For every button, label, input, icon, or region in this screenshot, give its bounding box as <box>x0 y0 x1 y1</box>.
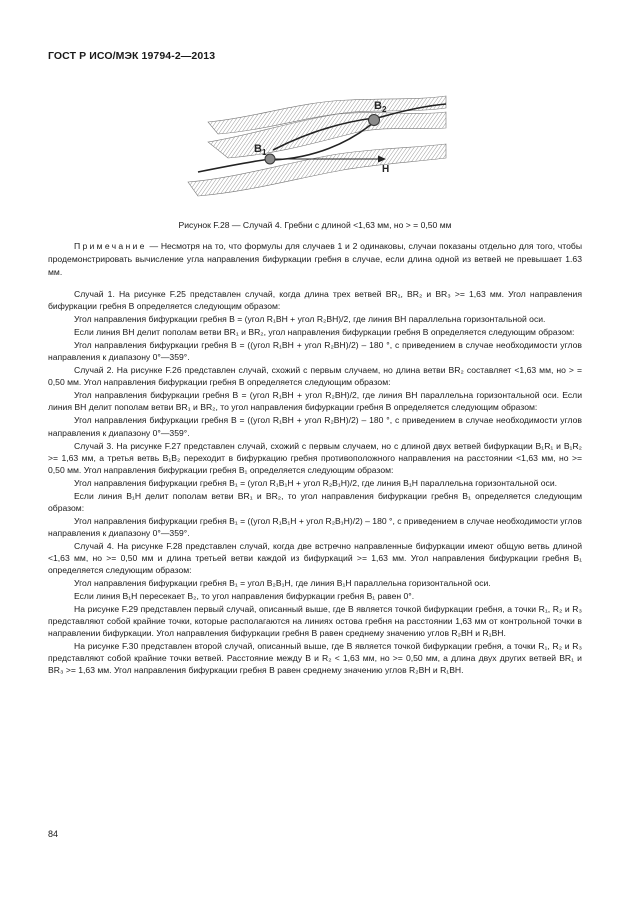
paragraph: Случай 1. На рисунке F.25 представлен случай, когда длина трех ветвей BR₁, BR₂ и BR₃ >= 1,63 мм. Угол направления бифуркации гребня B определяется следующим образом: <box>48 289 582 312</box>
document-header: ГОСТ Р ИСО/МЭК 19794-2—2013 <box>48 50 216 62</box>
paragraph: Если линия BH делит пополам ветви BR₁ и BR₂, угол направления бифуркации гребня B определяется следующим образом: <box>74 327 575 338</box>
paragraph: На рисунке F.30 представлен второй случай, описанный выше, где B является точкой бифуркации гребня, а точки R₁, R₂ и R₃ представляют собой крайние точки ветвей. Расстояние между B и R₂ < 1,63 мм, но >= 0,50 мм, а длина двух других ветвей BR₁ и BR₃ >= 1,63 мм. Угол направления бифуркации гребня B равен среднему значению углов R₂BH и R₁BH. <box>48 641 582 676</box>
note-block <box>48 240 582 279</box>
paragraph: Угол направления бифуркации гребня B₁ = ((угол R₁B₁H + угол R₂B₁H)/2) – 180 °, с приведением в случае необходимости углов направления к диапазону 0°—359°. <box>48 515 582 538</box>
paragraph: Угол направления бифуркации гребня B = (угол R₁BH + угол R₂BH)/2, где линия BH параллельна горизонтальной оси. Если линия BH делит пополам ветви BR₁ и BR₂, то угол направления бифуркации гребня B определяется следующим образом: <box>48 390 582 413</box>
bifurcation-point-b2 <box>369 115 380 126</box>
ridge-figure <box>178 92 450 198</box>
body-text <box>48 288 582 677</box>
paragraph: Угол направления бифуркации гребня B₁ = (угол R₁B₁H + угол R₂B₁H)/2, где линия B₁H параллельна горизонтальной оси. <box>74 477 558 488</box>
bifurcation-point-b1 <box>265 154 275 164</box>
paragraph: Случай 2. На рисунке F.26 представлен случай, схожий с первым случаем, но длина ветви BR₂ составляет <1,63 мм, но > = 0,50 мм. Угол направления бифуркации гребня B определяется следующим образом: <box>48 365 582 388</box>
paragraph: Угол направления бифуркации гребня B = (угол R₁BH + угол R₂BH)/2, где линия BH параллельна горизонтальной оси. <box>74 314 546 325</box>
paragraph: Случай 4. На рисунке F.28 представлен случай, когда две встречно направленные бифуркации имеют общую ветвь длиной <1,63 мм, но >= 0,50 мм и длина третьей ветви каждой из бифуркаций >= 1,63 мм. Угол направления бифуркации гребня B₁ определяется следующим образом: <box>48 540 582 576</box>
page-number: 84 <box>48 829 59 839</box>
figure-caption: Рисунок F.28 — Случай 4. Гребни с длиной <1,63 мм, но > = 0,50 мм <box>178 220 452 230</box>
note-label: Примечание <box>74 241 147 251</box>
paragraph: Если линия B₁H делит пополам ветви BR₁ и BR₂, то угол направления бифуркации гребня B₁ определяется следующим образом: <box>48 490 582 513</box>
note-text: — Несмотря на то, что формулы для случаев 1 и 2 одинаковы, случаи показаны отдельно для того, чтобы продемонстрировать вычисление угла направления бифуркации гребня в случае, если длина одной из ветвей не превышает 1.63 мм. <box>48 241 582 277</box>
label-b1: B <box>254 143 262 155</box>
paragraph: Угол направления бифуркации гребня B = ((угол R₁BH + угол R₂BH)/2) – 180 °, с приведением в случае необходимости углов направления к диапазону 0°—359°. <box>48 415 582 438</box>
paragraph: Если линия B₁H пересекает B₂, то угол направления бифуркации гребня B₁ равен 0°. <box>74 591 415 602</box>
label-b2: B <box>374 100 382 112</box>
label-b1-sub: 1 <box>261 148 267 157</box>
label-b2-sub: 2 <box>381 105 387 114</box>
paragraph: Угол направления бифуркации гребня B₁ = угол B₂B₁H, где линия B₁H параллельна горизонтальной оси. <box>74 578 491 589</box>
paragraph: Угол направления бифуркации гребня B = ((угол R₁BH + угол R₂BH)/2) – 180 °, с приведением в случае необходимости углов направления к диапазону 0°—359°. <box>48 340 582 363</box>
paragraph: Случай 3. На рисунке F.27 представлен случай, схожий с первым случаем, но с длиной двух ветвей бифуркации B₁R₁ и B₁R₂ >= 1,63 мм, а третья ветвь B₁B₂ переходит в бифуркацию гребня противоположного направления на расстоянии <1,63 мм, но >= 0,50 мм. Угол направления бифуркации гребня B₁ определяется следующим образом: <box>48 440 582 475</box>
paragraph: На рисунке F.29 представлен первый случай, описанный выше, где B является точкой бифуркации гребня, а точки R₁, R₂ и R₃ представляют собой крайние точки, которые располагаются на линиях остова гребня на расстоянии 1,63 мм от контрольной точки в направлении бифуркации. Угол направления бифуркации гребня B равен среднему значению углов R₂BH и R₁BH. <box>48 604 582 639</box>
label-h: H <box>382 164 390 175</box>
ridge-diagram <box>178 92 450 198</box>
